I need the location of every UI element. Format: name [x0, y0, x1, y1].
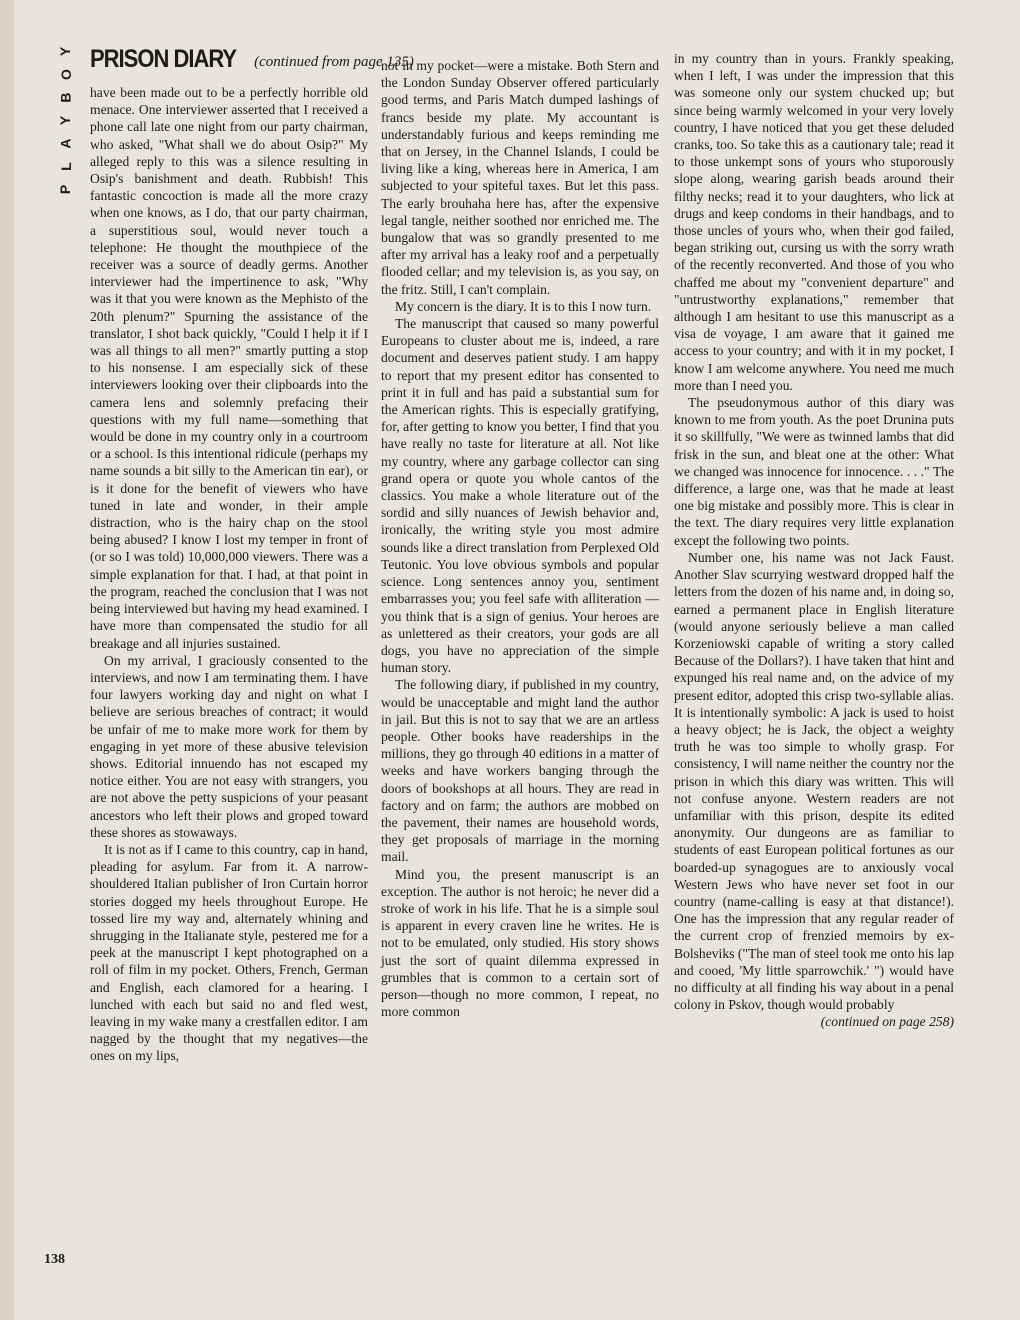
magazine-name-vertical — [46, 40, 86, 201]
sidebar-letter: A — [57, 138, 74, 149]
sidebar-letter: L — [57, 162, 74, 171]
paragraph: It is not as if I came to this country, cap in hand, pleading for asylum. Far from it. A narrow-shouldered Italian publisher of Iron Curtain horror stories dogged my heels throughout Europe. He tossed lire my way and, alternately whining and shrugging in the Italianate style, pestered me for a peek at the manuscript I kept photographed on a roll of film in my pocket. Others, French, German and English, each clamored for a hearing. I lunched with each but said no and fled west, leaving in my wake many a crestfallen editor. I am nagged by the thought that my negatives—the ones on my lips, — [90, 841, 368, 1064]
page-edge — [0, 0, 14, 1320]
continued-from-note: (continued from page 135) — [254, 54, 414, 70]
paragraph: On my arrival, I graciously consented to the interviews, and now I am terminating them. I have four lawyers working day and night on what I believe are serious breaches of contract; it would be unfair of me to make more work for them by engaging in yet more of these abusive television shows. Editorial innuendo has not escaped my notice either. You are not easy with strangers, you are not above the petty suspicions of your peasant ancestors who left their plows and groped toward these shores as stowaways. — [90, 652, 368, 840]
paragraph: The pseudonymous author of this diary was known to me from youth. As the poet Drunina puts it so skillfully, "We were as twinned lambs that did frisk in the sun, and bleat one at the other: What we changed was innocence for innocence. . . ." The difference, a large one, was that he made at least one big mistake and possibly more. This is clear in the text. The diary requires very little explanation except the following two points. — [674, 395, 954, 548]
paragraph: have been made out to be a perfectly horrible old menace. One interviewer asserted that I received a phone call late one night from our party chairman, who asked, "What shall we do about Osip?" My alleged reply to this was a silence resulting in Osip's banishment and death. Rubbish! This fantastic concoction is made all the more crazy when one knows, as I do, that our party chairman, a superstitious soul, would never touch a telephone: He thought the mouthpiece of the receiver was a source of deadly germs. Another interviewer had the impertinence to ask, "Why was it that you were known as the Mephisto of the 20th plenum?" Spurning the assistance of the translator, I shot back quickly, "Could I help it if I was all things to all men?" smartly putting a stop to his nonsense. I am especially sick of these interviewers looking over their clipboards into the camera lens and solemnly prefacing their questions with my full name—something that would be done in my country only in a courtroom or a school. Is this intentional ridicule (perhaps my name sounds a bit silly to the American tin ear), or is it done for the benefit of viewers who have tuned in late and wonder, in their ample distraction, who is the hairy chap on the stool being abused? I know I lost my temper in front of (or so I was told) 10,000,000 viewers. There was a simple explanation for that. I had, at that point in the program, reached the conclusion that I was not being interviewed but having my head examined. I have more than compensated the studio for all breakage and all injuries sustained. — [90, 85, 368, 651]
sidebar-letter: P — [57, 184, 74, 195]
text-column-1 — [90, 84, 368, 1065]
continued-on-note: (continued on page 258) — [820, 1014, 954, 1030]
sidebar-letter: Y — [57, 115, 74, 126]
paragraph: The following diary, if published in my country, would be unacceptable and might land the author in jail. But this is not to say that we are an artless people. Other books have readerships in the millions, they go through 40 editions in a matter of weeks and have workers banging through the doors of bookshops at all hours. They are read in factory and on farm; the authors are mobbed on the pavement, their names are household words, they get proposals of marriage in the morning mail. — [381, 677, 659, 865]
sidebar-letter: Y — [57, 46, 74, 57]
sidebar-letter: B — [57, 92, 74, 103]
sidebar-letter: O — [57, 69, 74, 80]
paragraph: My concern is the diary. It is to this I now turn. — [395, 298, 652, 314]
text-column-3 — [674, 50, 954, 1031]
paragraph: in my country than in yours. Frankly speaking, when I left, I was under the impression that this was someone only our system chucked up; but since being warmly welcomed in your very lovely country, I have noticed that you get these deluded cranks, too. So take this as a cautionary tale; read it to those unkempt sons of yours who stuporously slope along, wearing garish beads around their filthy necks; read it to your daughters, who lick at drugs and keep condoms in their handbags, and to those uncles of yours who, when their god failed, began striking out, cursing us with the sorry wrath of the recently reconverted. And those of you who chaffed me about my "convenient departure" and "untrustworthy explanations," remember that although I am hesitant to use this manuscript as a visa de voyage, I am aware that it gained me access to your country; and with it in my pocket, I know I am welcome anywhere. You need me much more than I need you. — [674, 51, 954, 393]
paragraph: The manuscript that caused so many powerful Europeans to cluster about me is, indeed, a rare document and deserves patient study. I am happy to report that my present editor has consented to print it in full and has paid a substantial sum for the American rights. This is especially gratifying, for, after getting to know you better, I find that you have really no taste for literature at all. Not like my country, where any garbage collector can sing grand opera or quote you whole cantos of the classics. You make a whole literature out of the sordid and silly nuances of Jewish behavior and, ironically, the writing style you most admire sounds like a direct translation from Perplexed Old Teutonic. You love obvious symbols and popular science. Long sentences annoy you, sentiment embarrasses you; you feel safe with alliteration —you think that is a sign of genius. Your heroes are as unlettered as their creators, your gods are all dogs, you have no appreciation of the simple human story. — [381, 316, 659, 676]
text-column-2 — [381, 57, 659, 1020]
paragraph: not in my pocket—were a mistake. Both Stern and the London Sunday Observer offered particularly good terms, and Paris Match dumped lashings of francs beside my plate. My accountant is understandably furious and keeps reminding me that on Jersey, in the Channel Islands, I could be living like a king, whereas here in America, I am subjected to your spiteful taxes. But let this pass. The early brouhaha here has, after the expensive legal tangle, neither soothed nor enriched me. The bungalow that was so grandly presented to me after my arrival has a leaky roof and a perpetually flooded cellar; and my television is, as you say, on the fritz. Still, I can't complain. — [381, 58, 659, 297]
paragraph: Mind you, the present manuscript is an exception. The author is not heroic; he never did a stroke of work in his life. That he is a simple soul is apparent in every craven line he writes. He is not to be emulated, only studied. His story shows just the sort of quaint dilemma expressed in grumbles that is common to a certain sort of person—though no more common, I repeat, no more common — [381, 866, 659, 1020]
article-heading — [90, 46, 414, 78]
article-title: PRISON DIARY — [90, 44, 237, 73]
page-number: 138 — [44, 1252, 65, 1267]
paragraph: Number one, his name was not Jack Faust. Another Slav scurrying westward dropped half the letters from the dozen of his name and, in doing so, earned a permanent place in English literature (would anyone seriously believe a man called Korzeniowski capable of writing a story called Because of the Dollars?). I have taken that hint and expunged his real name and, on the advice of my present editor, adopted this crisp two-syllable alias. It is intentionally symbolic: A jack is used to hoist a heavy object; he is Jack, the object a weighty truth he was too simple to wholly grasp. For consistency, I will name neither the country nor the prison in which this diary was written. This will not confuse anyone. Western readers are not unfamiliar with this prison, despite its edited anonymity. Our dungeons are as familiar to students of east European political fortunes as our boarded-up synagogues are to anxiously vocal Western Jews who have never set foot in our country (name-calling is easy at that distance!). One has the impression that any regular reader of the current crop of frenzied memoirs by ex-Bolsheviks ("The man of steel took me onto his lap and cooed, 'My little sparrowchik.' ") would have no difficulty at all finding his way about in a penal colony in Pskov, though would probably — [674, 549, 954, 1013]
